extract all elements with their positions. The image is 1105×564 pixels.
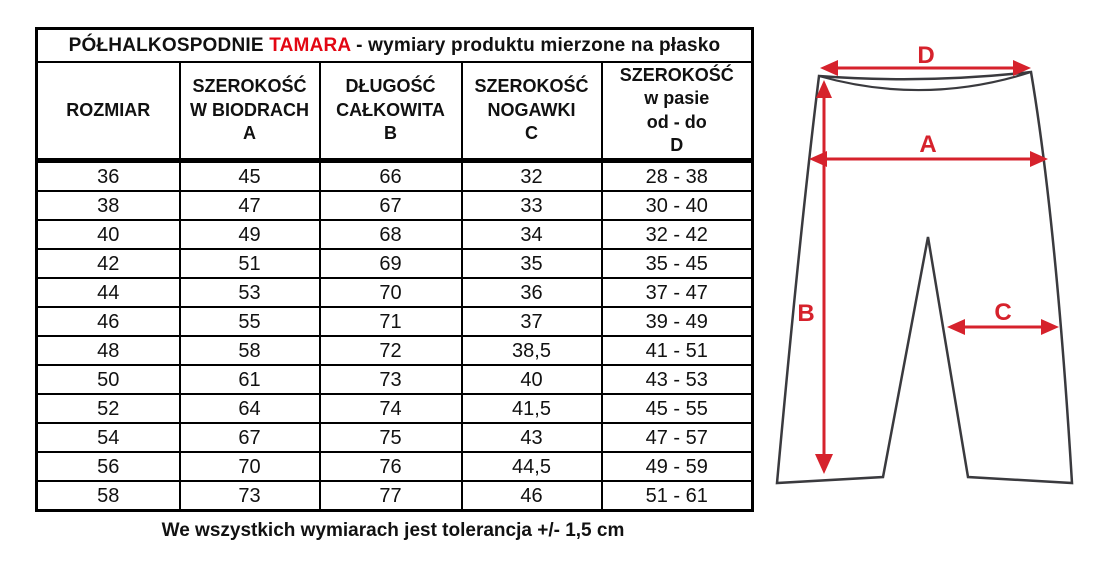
header-line: SZEROKOŚĆ	[192, 76, 307, 97]
header-line: ROZMIAR	[66, 99, 151, 120]
header-line: DŁUGOŚĆ	[345, 76, 436, 97]
cell-pas: 47 - 57	[602, 423, 753, 452]
cell-szerokosc-biodra: 64	[180, 394, 320, 423]
cell-dlugosc: 66	[320, 161, 462, 192]
cell-dlugosc: 75	[320, 423, 462, 452]
cell-nogawka: 41,5	[462, 394, 602, 423]
dimension-label-b: B	[797, 300, 815, 327]
cell-nogawka: 46	[462, 481, 602, 511]
cell-szerokosc-biodra: 58	[180, 336, 320, 365]
cell-rozmiar: 38	[37, 191, 180, 220]
cell-dlugosc: 73	[320, 365, 462, 394]
cell-rozmiar: 42	[37, 249, 180, 278]
cell-dlugosc: 72	[320, 336, 462, 365]
cell-dlugosc: 67	[320, 191, 462, 220]
cell-pas: 43 - 53	[602, 365, 753, 394]
cell-nogawka: 36	[462, 278, 602, 307]
cell-dlugosc: 77	[320, 481, 462, 511]
cell-nogawka: 34	[462, 220, 602, 249]
cell-szerokosc-biodra: 53	[180, 278, 320, 307]
cell-szerokosc-biodra: 73	[180, 481, 320, 511]
tolerance-note: We wszystkich wymiarach jest tolerancja +/- 1,5 cm	[161, 520, 625, 541]
cell-nogawka: 40	[462, 365, 602, 394]
title-description: - wymiary produktu mierzone na płasko	[350, 34, 721, 56]
cell-szerokosc-biodra: 67	[180, 423, 320, 452]
cell-pas: 28 - 38	[602, 161, 753, 192]
cell-pas: 37 - 47	[602, 278, 753, 307]
cell-pas: 51 - 61	[602, 481, 753, 511]
cell-pas: 39 - 49	[602, 307, 753, 336]
cell-pas: 41 - 51	[602, 336, 753, 365]
cell-rozmiar: 40	[37, 220, 180, 249]
cell-dlugosc: 69	[320, 249, 462, 278]
cell-rozmiar: 52	[37, 394, 180, 423]
header-line: w pasie	[644, 88, 710, 109]
cell-szerokosc-biodra: 49	[180, 220, 320, 249]
cell-szerokosc-biodra: 47	[180, 191, 320, 220]
cell-dlugosc: 71	[320, 307, 462, 336]
product-type-label: PÓŁHALKOSPODNIE	[68, 34, 270, 56]
cell-rozmiar: 50	[37, 365, 180, 394]
cell-pas: 32 - 42	[602, 220, 753, 249]
header-line: SZEROKOŚĆ	[474, 76, 589, 97]
product-name: TAMARA	[269, 34, 351, 56]
cell-rozmiar: 48	[37, 336, 180, 365]
dimension-label-a: A	[919, 131, 937, 158]
cell-pas: 45 - 55	[602, 394, 753, 423]
dimension-label-c: C	[994, 299, 1012, 326]
cell-dlugosc: 70	[320, 278, 462, 307]
cell-dlugosc: 74	[320, 394, 462, 423]
header-line: D	[670, 134, 684, 155]
header-line: CAŁKOWITA	[336, 99, 445, 120]
cell-szerokosc-biodra: 55	[180, 307, 320, 336]
dimension-label-d: D	[917, 42, 935, 69]
cell-rozmiar: 36	[37, 161, 180, 192]
header-line: od - do	[646, 111, 707, 132]
cell-rozmiar: 46	[37, 307, 180, 336]
cell-szerokosc-biodra: 70	[180, 452, 320, 481]
cell-szerokosc-biodra: 51	[180, 249, 320, 278]
cell-pas: 35 - 45	[602, 249, 753, 278]
cell-nogawka: 33	[462, 191, 602, 220]
header-line: NOGAWKI	[487, 99, 576, 120]
cell-nogawka: 32	[462, 161, 602, 192]
header-line: A	[243, 123, 256, 144]
header-line: B	[384, 123, 397, 144]
header-line: C	[525, 123, 538, 144]
cell-dlugosc: 68	[320, 220, 462, 249]
cell-nogawka: 37	[462, 307, 602, 336]
cell-nogawka: 35	[462, 249, 602, 278]
cell-pas: 49 - 59	[602, 452, 753, 481]
cell-rozmiar: 58	[37, 481, 180, 511]
cell-rozmiar: 54	[37, 423, 180, 452]
cell-szerokosc-biodra: 61	[180, 365, 320, 394]
cell-nogawka: 38,5	[462, 336, 602, 365]
cell-szerokosc-biodra: 45	[180, 161, 320, 192]
cell-rozmiar: 56	[37, 452, 180, 481]
cell-pas: 30 - 40	[602, 191, 753, 220]
header-line: W BIODRACH	[190, 99, 309, 120]
cell-nogawka: 44,5	[462, 452, 602, 481]
header-line: SZEROKOŚĆ	[619, 64, 734, 85]
cell-nogawka: 43	[462, 423, 602, 452]
cell-dlugosc: 76	[320, 452, 462, 481]
cell-rozmiar: 44	[37, 278, 180, 307]
